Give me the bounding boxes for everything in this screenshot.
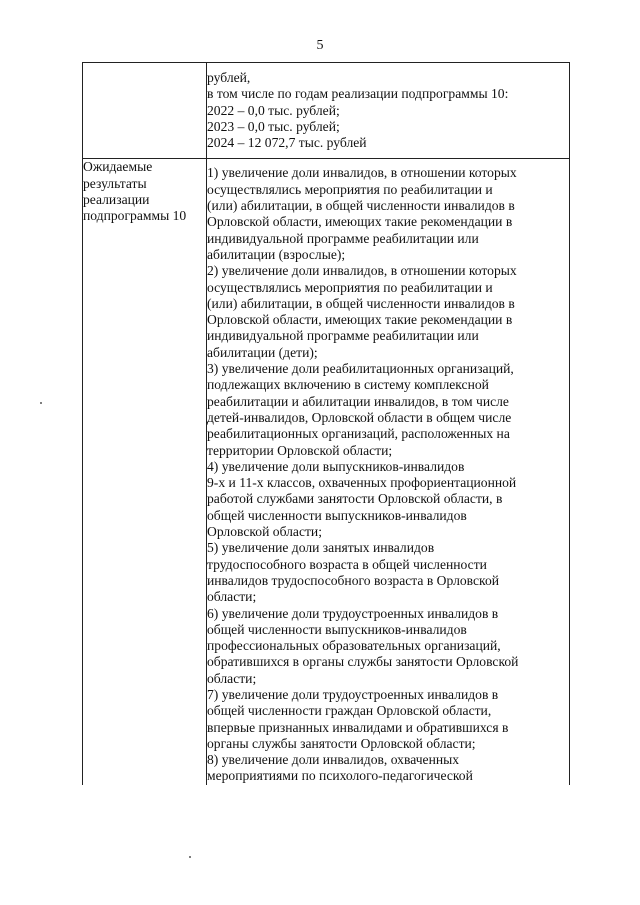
result-line: области; — [207, 670, 257, 686]
result-line: общей численности выпускников-инвалидов — [207, 621, 467, 637]
funding-line: 2024 – 12 072,7 тыс. рублей — [207, 135, 367, 151]
result-line: (или) абилитации, в общей численности инвалидов в — [207, 198, 515, 214]
result-line: общей численности выпускников-инвалидов — [207, 507, 467, 523]
result-line: Орловской области, имеющих такие рекомендации в — [207, 312, 513, 328]
result-line: реабилитационных организаций, расположенных на — [207, 426, 510, 442]
result-line: 1) увеличение доли инвалидов, в отношении которых — [207, 165, 517, 181]
result-line: профессиональных образовательных организаций, — [207, 638, 501, 654]
scan-speck — [40, 402, 42, 404]
result-line: 8) увеличение доли инвалидов, охваченных — [207, 752, 460, 768]
result-line: Орловской области; — [207, 524, 322, 540]
result-line: осуществлялись мероприятия по реабилитации и — [207, 181, 493, 197]
result-line: территории Орловской области; — [207, 442, 393, 458]
results-label-line: реализации — [83, 192, 150, 208]
results-label-line: результаты — [83, 175, 147, 191]
result-line: абилитации (взрослые); — [207, 246, 346, 262]
result-line: области; — [207, 589, 257, 605]
result-line: абилитации (дети); — [207, 344, 318, 360]
result-line: инвалидов трудоспособного возраста в Орловской — [207, 572, 500, 588]
result-line: обратившихся в органы службы занятости Орловской — [207, 654, 519, 670]
result-line: общей численности граждан Орловской области, — [207, 703, 492, 719]
result-line: работой службами занятости Орловской области, в — [207, 491, 503, 507]
result-line: впервые признанных инвалидами и обратившихся в — [207, 719, 509, 735]
scan-speck — [189, 856, 191, 858]
result-line: мероприятиями по психолого-педагогической — [207, 768, 473, 784]
funding-row — [83, 63, 570, 159]
funding-line: 2023 – 0,0 тыс. рублей; — [207, 118, 340, 134]
result-line: подлежащих включению в систему комплексной — [207, 377, 489, 393]
result-line: 3) увеличение доли реабилитационных организаций, — [207, 361, 514, 377]
funding-content-cell — [207, 63, 570, 159]
funding-line: рублей, — [207, 70, 251, 85]
result-line: органы службы занятости Орловской области; — [207, 735, 476, 751]
result-line: 2) увеличение доли инвалидов, в отношении которых — [207, 263, 517, 279]
funding-label-cell — [83, 63, 207, 159]
result-line: 7) увеличение доли трудоустроенных инвалидов в — [207, 686, 499, 702]
result-line: 9-х и 11-х классов, охваченных профориентационной — [207, 475, 517, 491]
result-line: 6) увеличение доли трудоустроенных инвалидов в — [207, 605, 499, 621]
expected-results-content-cell — [207, 159, 570, 785]
expected-results-label-cell — [83, 159, 207, 785]
result-line: трудоспособного возраста в общей численности — [207, 556, 487, 572]
result-line: осуществлялись мероприятия по реабилитации и — [207, 279, 493, 295]
results-label-line: подпрограммы 10 — [83, 208, 187, 224]
result-line: Орловской области, имеющих такие рекомендации в — [207, 214, 513, 230]
result-line: индивидуальной программе реабилитации или — [207, 230, 479, 246]
result-line: индивидуальной программе реабилитации или — [207, 328, 479, 344]
result-line: 5) увеличение доли занятых инвалидов — [207, 540, 435, 556]
expected-results-row — [83, 159, 570, 785]
funding-line: 2022 – 0,0 тыс. рублей; — [207, 102, 340, 118]
result-line: 4) увеличение доли выпускников-инвалидов — [207, 458, 465, 474]
result-line: детей-инвалидов, Орловской области в общем числе — [207, 409, 512, 425]
result-line: (или) абилитации, в общей численности инвалидов в — [207, 295, 515, 311]
subprogram-passport-table — [82, 62, 570, 785]
funding-line: в том числе по годам реализации подпрограммы 10: — [207, 86, 509, 102]
result-line: реабилитации и абилитации инвалидов, в том числе — [207, 393, 509, 409]
results-label-line: Ожидаемые — [83, 159, 153, 175]
page-number: 5 — [316, 38, 324, 53]
